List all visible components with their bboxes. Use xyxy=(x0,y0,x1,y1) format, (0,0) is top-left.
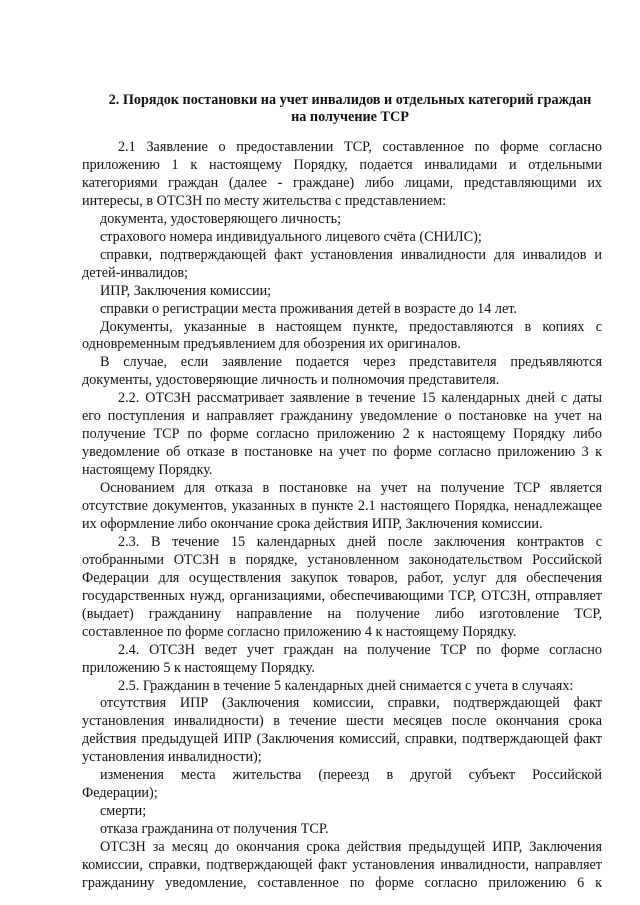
text-line: получение ТСР по форме согласно приложению 2 к настоящему Порядку либо xyxy=(82,426,602,443)
text-line: 2.4. ОТСЗН ведет учет граждан на получение ТСР по форме согласно xyxy=(118,641,602,658)
text-line: 2.1 Заявление о предоставлении ТСР, составленное по форме согласно xyxy=(118,139,602,155)
text-line: действия предыдущей ИПР (Заключения комиссий, справки, подтверждающей факт xyxy=(82,731,602,748)
text-line: Документы, указанные в настоящем пункте, предоставляются в копиях с xyxy=(100,318,602,335)
text-line: справки о регистрации места проживания детей в возрасте до 14 лет. xyxy=(100,300,517,317)
text-line: одновременным предъявлением для обозрения их оригиналов. xyxy=(82,336,461,353)
text-line: страхового номера индивидуального лицевого счёта (СНИЛС); xyxy=(100,228,482,245)
text-line: В случае, если заявление подается через представителя предъявляются xyxy=(100,354,602,371)
text-line: приложению 1 к настоящему Порядку, подается инвалидами и отдельными xyxy=(82,156,602,173)
text-line: их оформление либо окончание срока действия ИПР, Заключения комиссии. xyxy=(82,515,543,532)
text-line: его поступления и направляет гражданину уведомление о постановке на учет на xyxy=(82,408,602,425)
text-line: составленное по форме согласно приложению 4 к настоящему Порядку. xyxy=(82,623,517,640)
text-line: изменения места жительства (переезд в другой субъект Российской xyxy=(100,767,602,784)
text-line: справки, подтверждающей факт установления инвалидности для инвалидов и xyxy=(100,246,602,263)
text-line: установления инвалидности); xyxy=(82,749,262,766)
text-line: Федерации); xyxy=(82,785,158,802)
text-line: ОТСЗН за месяц до окончания срока действия предыдущей ИПР, Заключения xyxy=(100,839,602,856)
text-line: ИПР, Заключения комиссии; xyxy=(100,282,272,299)
text-line: (выдает) гражданину направление на получение либо изготовление ТСР, xyxy=(82,605,602,622)
text-line: документы, удостоверяющие личность и полномочия представителя. xyxy=(82,372,500,389)
text-line: отобранными ОТСЗН в порядке, установленном законодательством Российской xyxy=(82,551,602,568)
text-line: отсутствие документов, указанных в пункте 2.1 настоящего Порядка, ненадлежащее xyxy=(82,498,602,514)
text-line: Основанием для отказа в постановке на учет на получение ТСР является xyxy=(100,480,602,497)
text-line: отсутствия ИПР (Заключения комиссии, справки, подтверждающей факт xyxy=(100,695,602,712)
text-line: комиссии, справки, подтверждающей факт установления инвалидности, направляет xyxy=(82,857,602,873)
text-line: смерти; xyxy=(100,803,147,820)
text-line: 2.3. В течение 15 календарных дней после заключения контрактов с xyxy=(118,533,602,550)
text-line: настоящему Порядку. xyxy=(82,462,213,479)
text-line: государственных нужд, организациями, обеспечивающими ТСР, ОТСЗН, отправляет xyxy=(82,587,602,604)
text-line: детей-инвалидов; xyxy=(82,264,189,281)
text-line: гражданину уведомление, составленное по форме согласно приложению 6 к xyxy=(82,874,602,891)
text-line: Федерации для осуществления закупок товаров, работ, услуг для обеспечения xyxy=(82,569,602,586)
text-line: категориями граждан (далее - граждане) либо лицами, представляющими их xyxy=(82,174,602,191)
section-heading-line-2: на получение ТСР xyxy=(291,109,409,125)
text-line: отказа гражданина от получения ТСР. xyxy=(100,821,329,838)
section-heading-line-1: 2. Порядок постановки на учет инвалидов и отдельных категорий граждан xyxy=(108,92,592,108)
text-line: документа, удостоверяющего личность; xyxy=(100,210,342,227)
section-heading xyxy=(90,92,610,126)
text-line: 2.2. ОТСЗН рассматривает заявление в течение 15 календарных дней с даты xyxy=(118,390,602,407)
text-line: уведомление об отказе в постановке на учет по форме согласно приложению 3 к xyxy=(82,444,602,461)
text-line: 2.5. Гражданин в течение 5 календарных дней снимается с учета в случаях: xyxy=(118,677,574,694)
text-line: приложению 5 к настоящему Порядку. xyxy=(82,659,315,676)
text-line: установления инвалидности) в течение шести месяцев после окончания срока xyxy=(82,713,602,730)
text-line: интересы, в ОТСЗН по месту жительства с представлением: xyxy=(82,192,447,209)
